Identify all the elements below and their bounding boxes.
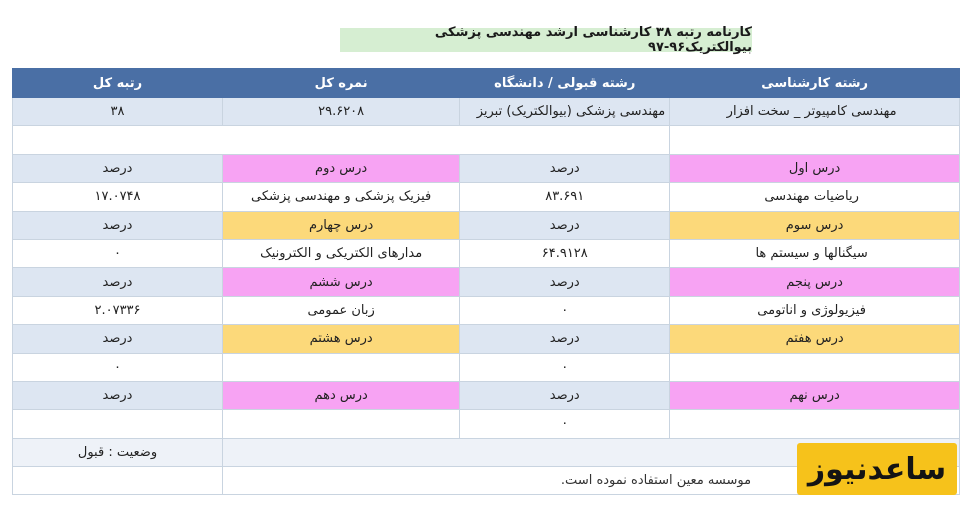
percent-label: درصد [460, 211, 670, 239]
lesson-5-name: فیزیولوژی و اناتومی [670, 296, 960, 324]
lesson-value-row [13, 296, 960, 324]
lesson-label-row [13, 154, 960, 182]
percent-label: درصد [460, 325, 670, 353]
lesson-8-label: درس هشتم [223, 325, 460, 353]
info-row [13, 98, 960, 126]
lesson-value-row [13, 239, 960, 267]
lesson-label-row [13, 381, 960, 409]
lesson-value-row [13, 410, 960, 438]
percent-label: درصد [13, 154, 223, 182]
accepted-field: مهندسی پزشکی (بیوالکتریک) تبریز [460, 98, 670, 126]
lesson-4-label: درس چهارم [223, 211, 460, 239]
bachelor-field: مهندسی کامپیوتر _ سخت افزار [670, 98, 960, 126]
lesson-label-row [13, 268, 960, 296]
percent-label: درصد [460, 154, 670, 182]
lesson-9-name [670, 410, 960, 438]
lesson-8-percent: ۰ [13, 353, 223, 381]
lesson-10-name [223, 410, 460, 438]
lesson-10-percent [13, 410, 223, 438]
percent-label: درصد [13, 325, 223, 353]
status-text: وضعیت : قبول [13, 438, 223, 466]
lesson-3-name: سیگنالها و سیستم ها [670, 239, 960, 267]
saed-news-logo: ساعدنیوز [797, 443, 957, 495]
header-total-rank: رتبه کل [13, 69, 223, 98]
lesson-3-label: درس سوم [670, 211, 960, 239]
spacer-row [13, 126, 960, 154]
lesson-7-percent: ۰ [460, 353, 670, 381]
header-bachelor: رشته کارشناسی [670, 69, 960, 98]
percent-label: درصد [13, 211, 223, 239]
lesson-9-percent: ۰ [460, 410, 670, 438]
lesson-8-name [223, 353, 460, 381]
lesson-5-percent: ۰ [460, 296, 670, 324]
header-total-score: نمره کل [223, 69, 460, 98]
lesson-1-percent: ۸۳.۶۹۱ [460, 183, 670, 211]
lesson-5-label: درس پنجم [670, 268, 960, 296]
report-table [12, 68, 960, 495]
source-note: موسسه معین استفاده نموده است. [223, 467, 960, 495]
lesson-6-label: درس ششم [223, 268, 460, 296]
lesson-1-name: ریاضیات مهندسی [670, 183, 960, 211]
lesson-1-label: درس اول [670, 154, 960, 182]
lesson-2-percent: ۱۷.۰۷۴۸ [13, 183, 223, 211]
percent-label: درصد [460, 268, 670, 296]
header-accepted: رشته قبولی / دانشگاه [460, 69, 670, 98]
lesson-value-row [13, 183, 960, 211]
lesson-6-percent: ۲.۰۷۳۳۶ [13, 296, 223, 324]
lesson-label-row [13, 211, 960, 239]
total-score-field: ۲۹.۶۲۰۸ [223, 98, 460, 126]
percent-label: درصد [13, 381, 223, 409]
header-row [13, 69, 960, 98]
lesson-7-name [670, 353, 960, 381]
lesson-7-label: درس هفتم [670, 325, 960, 353]
lesson-value-row [13, 353, 960, 381]
report-title: کارنامه رتبه ۳۸ کارشناسی ارشد مهندسی پزشکی بیوالکتریک۹۶-۹۷ [340, 28, 752, 52]
total-rank-field: ۳۸ [13, 98, 223, 126]
percent-label: درصد [460, 381, 670, 409]
lesson-6-name: زبان عمومی [223, 296, 460, 324]
percent-label: درصد [13, 268, 223, 296]
lesson-3-percent: ۶۴.۹۱۲۸ [460, 239, 670, 267]
lesson-label-row [13, 325, 960, 353]
lesson-2-name: فیزیک پزشکی و مهندسی پزشکی [223, 183, 460, 211]
lesson-9-label: درس نهم [670, 381, 960, 409]
lesson-4-percent: ۰ [13, 239, 223, 267]
lesson-4-name: مدارهای الکتریکی و الکترونیک [223, 239, 460, 267]
lesson-2-label: درس دوم [223, 154, 460, 182]
lesson-10-label: درس دهم [223, 381, 460, 409]
